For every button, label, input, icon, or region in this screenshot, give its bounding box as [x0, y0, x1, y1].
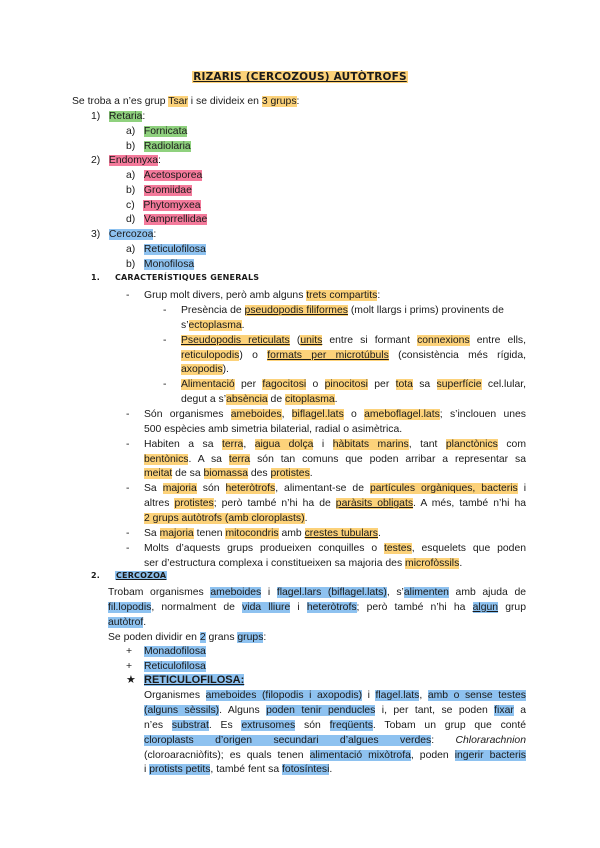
sub-bullet-line: s’ectoplasma.: [181, 320, 245, 331]
plus-marker: +: [126, 646, 133, 657]
sub-bullet-line: Alimentació per fagocitosi o pinocitosi per tota sa superfície cel.lular,: [181, 379, 526, 390]
subgroup-item: b) Monofilosa: [126, 259, 195, 270]
sub-bullet-line: reticulopodis) o formats per microtúbuls (consistència més rígida,: [181, 350, 527, 361]
bullet-line: 2 grups autòtrofs (amb cloroplasts).: [144, 513, 308, 524]
plus-marker: +: [126, 661, 133, 672]
subgroup-item: b) Gromiidae: [126, 185, 192, 196]
group-retaria: 1) Retaria:: [91, 111, 146, 122]
list-item: Reticulofilosa: [144, 661, 206, 672]
paragraph-line: n’es substrat. Es extrusomes són freqüents. Tobam un grup que conté: [144, 720, 526, 731]
bullet-dash: -: [126, 528, 130, 539]
subgroup-item: a) Reticulofilosa: [126, 244, 206, 255]
subgroup-item: a) Acetosporea: [126, 170, 203, 181]
list-item: Monadofilosa: [144, 646, 206, 657]
bullet-line: Molts d’aquests grups produeixen conquilles o testes, esquelets que poden: [144, 543, 526, 554]
section-2-heading: 2. CERCOZOA: [91, 571, 167, 580]
bullet-dash: -: [126, 483, 130, 494]
intro-line: Se troba a n’es grup Tsar i se divideix en 3 grups:: [72, 96, 300, 107]
sub-bullet-line: degut a s’absència de citoplasma.: [181, 394, 338, 405]
paragraph-line: autòtrof.: [108, 617, 147, 628]
section-1-heading: 1. CARACTERÍSTIQUES GENERALS: [91, 273, 260, 282]
bullet-line: meitat de sa biomassa des protistes.: [144, 468, 313, 479]
paragraph-line: i protists petits, també fent sa fotosíntesi.: [144, 764, 333, 775]
sub-bullet-dash: -: [163, 379, 167, 390]
bullet-line: Habiten a sa terra, aigua dolça i hàbitats marins, tant planctònics com: [144, 439, 526, 450]
star-icon: ★: [126, 674, 136, 686]
sub-bullet-dash: -: [163, 335, 167, 346]
bullet-dash: -: [126, 290, 130, 301]
paragraph-line: Organismes ameboides (filopodis i axopodis) i flagel.lats, amb o sense testes: [144, 690, 526, 701]
paragraph-line: (alguns sèssils). Alguns poden tenir penducles i, per tant, se poden fixar a: [144, 705, 527, 716]
bullet-line: Sa majoria són heteròtrofs, alimentant-se de partícules orgàniques, bacteris i: [144, 483, 526, 494]
bullet-line: Grup molt divers, però amb alguns trets compartits:: [144, 290, 381, 301]
paragraph-line: cloroplasts d’origen secundari d’algues verdes: Chlorarachnion: [144, 735, 526, 746]
group-endomyxa: 2) Endomyxa:: [91, 155, 161, 166]
bullet-dash: -: [126, 543, 130, 554]
bullet-line: bentònics. A sa terra són tan comuns que poden arribar a representar sa: [144, 454, 526, 465]
bullet-dash: -: [126, 439, 130, 450]
subgroup-item: b) Radiolaria: [126, 141, 191, 152]
bullet-line: altres protistes; però també n’hi ha de paràsits obligats. A més, també n’hi ha: [144, 498, 526, 509]
subsection-heading: RETICULOFILOSA:: [144, 674, 245, 686]
paragraph-line: Trobam organismes ameboides i flagel.lars (biflagel.lats), s’alimenten amb ajuda de: [108, 587, 527, 598]
bullet-line: Són organismes ameboides, biflagel.lats o ameboflagel.lats; s’inclouen unes: [144, 409, 526, 420]
sub-bullet-dash: -: [163, 305, 167, 316]
bullet-dash: -: [126, 409, 130, 420]
bullet-line: Sa majoria tenen mitocondris amb crestes tubulars.: [144, 528, 381, 539]
subgroup-item: c) Phytomyxea: [126, 200, 201, 211]
paragraph-line: (cloroaracniòfits); es quals tenen alimentació mixòtrofa, poden ingerir bacteris: [144, 750, 526, 761]
sub-bullet-line: Pseudopodis reticulats (units entre si formant connexions entre ells,: [181, 335, 527, 346]
paragraph-line: fil.lopodis, normalment de vida lliure i heteròtrofs; però també n’hi ha algun grup: [108, 602, 526, 613]
paragraph-line: Se poden dividir en 2 grans grups:: [108, 632, 267, 643]
bullet-line: ser d’estructura complexa i constitueixen sa majoria des microfòssils.: [144, 558, 463, 569]
subgroup-item: d) Vamprrellidae: [126, 214, 208, 225]
sub-bullet-line: axopodis).: [181, 364, 229, 375]
subgroup-item: a) Fornicata: [126, 126, 188, 137]
page-title: RIZARIS (CERCOZOUS) AUTÒTROFS: [193, 71, 407, 83]
bullet-line: 500 espècies amb simetria bilaterial, radial o asimètrica.: [144, 424, 403, 435]
sub-bullet-line: Presència de pseudopodis filiformes (molt llargs i prims) provinents de: [181, 305, 504, 316]
group-cercozoa: 3) Cercozoa:: [91, 229, 157, 240]
